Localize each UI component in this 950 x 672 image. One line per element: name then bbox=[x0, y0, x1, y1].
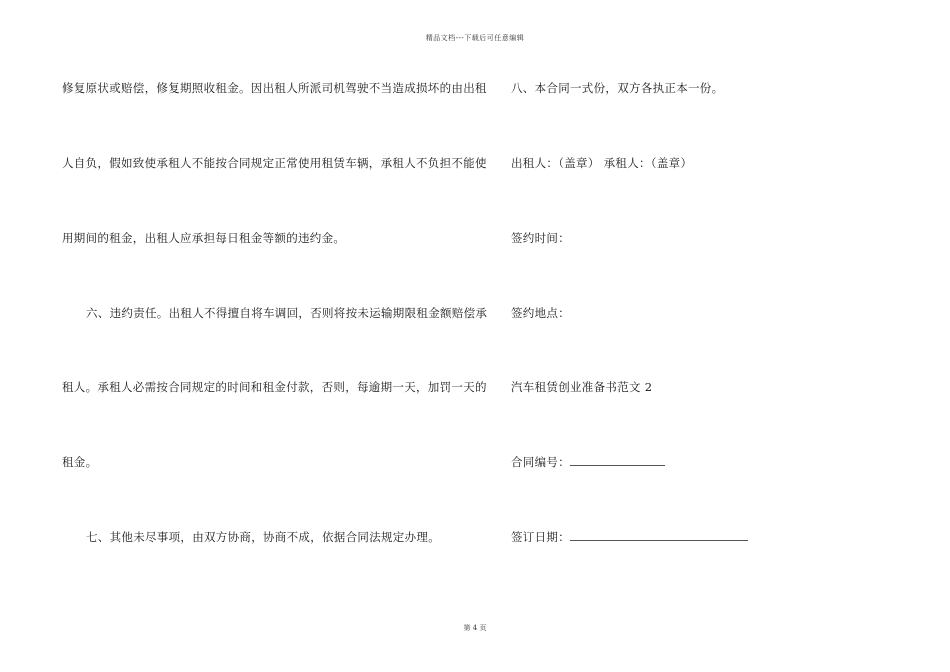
contract-number-label: 合同编号： bbox=[511, 455, 570, 469]
sign-date-row bbox=[511, 530, 748, 544]
paragraph-line: 用期间的租金，出租人应承担每日租金等额的违约金。 bbox=[62, 231, 346, 245]
paragraph-line: 租金。 bbox=[62, 455, 98, 469]
sign-time-label: 签约时间： bbox=[511, 231, 570, 245]
section-eight-line: 八、本合同一式份，双方各执正本一份。 bbox=[511, 81, 724, 95]
section-seven-line: 七、其他未尽事项，由双方协商，协商不成，依据合同法规定办理。 bbox=[86, 530, 440, 544]
paragraph-line: 人自负，假如致使承租人不能按合同规定正常使用租赁车辆，承租人不负担不能使 bbox=[62, 156, 487, 170]
sign-date-blank bbox=[570, 530, 748, 541]
page-footer: 第 4 页 bbox=[463, 624, 487, 632]
paragraph-line: 修复原状或赔偿，修复期照收租金。因出租人所派司机驾驶不当造成损坏的由出租 bbox=[62, 81, 487, 95]
signature-parties-line: 出租人：（盖章） 承租人：（盖章） bbox=[511, 156, 693, 170]
sign-date-label: 签订日期： bbox=[511, 530, 570, 544]
contract-number-row bbox=[511, 455, 665, 469]
paragraph-line: 租人。承租人必需按合同规定的时间和租金付款，否则，每逾期一天，加罚一天的 bbox=[62, 380, 487, 394]
page-header: 精品文档---下载后可任意编辑 bbox=[425, 34, 525, 42]
sign-place-label: 签约地点： bbox=[511, 306, 570, 320]
section-six-line: 六、违约责任。出租人不得擅自将车调回，否则将按未运输期限租金额赔偿承 bbox=[86, 306, 488, 320]
document-title-2: 汽车租赁创业准备书范文 2 bbox=[511, 380, 653, 394]
contract-number-blank bbox=[570, 455, 665, 466]
